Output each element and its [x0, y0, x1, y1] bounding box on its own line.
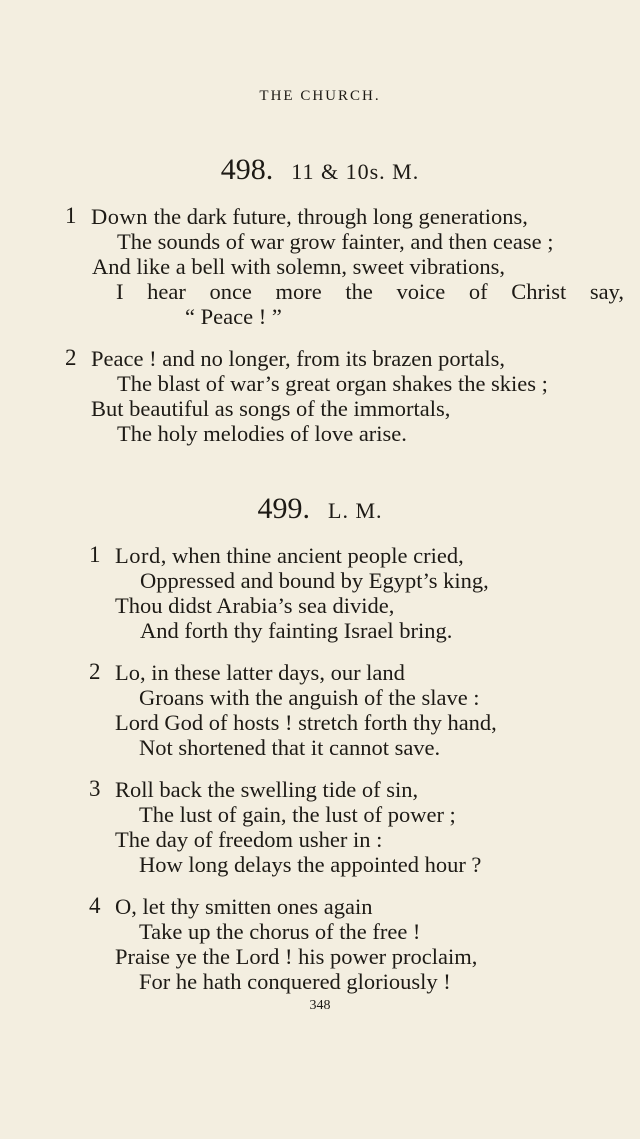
verse-line: Groans with the anguish of the slave :: [139, 685, 480, 710]
verse-number: 1: [65, 203, 77, 228]
verse-line: Lord, when thine ancient people cried,: [115, 543, 464, 568]
verse-number: 4: [89, 893, 101, 918]
verse-line: Lord God of hosts ! stretch forth thy hand,: [115, 710, 497, 735]
verse-line: Thou didst Arabia’s sea divide,: [115, 593, 395, 618]
small-caps-opening: Down: [91, 204, 148, 229]
verse-line: The holy melodies of love arise.: [117, 421, 407, 446]
verse-number: 3: [89, 776, 101, 801]
verse-line: The day of freedom usher in :: [115, 827, 383, 852]
verse-line: Down the dark future, through long generations,: [91, 204, 528, 229]
verse-line: The sounds of war grow fainter, and then cease ;: [117, 229, 554, 254]
verse-line: The lust of gain, the lust of power ;: [139, 802, 456, 827]
hymn-499-heading: [0, 492, 640, 526]
hymn-meter: 11 & 10s. M.: [291, 159, 420, 184]
small-caps-opening: Lord: [115, 543, 161, 568]
verse-line: Oppressed and bound by Egypt’s king,: [140, 568, 489, 593]
verse-line: And like a bell with solemn, sweet vibrations,: [92, 254, 506, 279]
verse-line: Take up the chorus of the free !: [139, 919, 421, 944]
hymn-498-heading: [0, 153, 640, 187]
verse-number: 2: [89, 659, 101, 684]
hymn-number: 499.: [257, 492, 310, 525]
verse-line: Not shortened that it cannot save.: [139, 735, 441, 760]
running-head: THE CHURCH.: [259, 88, 381, 104]
verse-line: O, let thy smitten ones again: [115, 894, 373, 919]
verse-line: And forth thy fainting Israel bring.: [140, 618, 453, 643]
verse-number: 2: [65, 345, 77, 370]
verse-line: How long delays the appointed hour ?: [139, 852, 482, 877]
verse-line-justified: I hear once more the voice of Christ say,: [116, 279, 624, 304]
verse-line: Praise ye the Lord ! his power proclaim,: [115, 944, 478, 969]
hymn-meter: L. M.: [328, 498, 383, 523]
hymn-number: 498.: [220, 153, 274, 186]
verse-line: For he hath conquered gloriously !: [139, 969, 451, 994]
page-number: 348: [309, 998, 331, 1013]
verse-line: Roll back the swelling tide of sin,: [115, 777, 419, 802]
verse-line: But beautiful as songs of the immortals,: [91, 396, 451, 421]
verse-line: Peace ! and no longer, from its brazen portals,: [91, 346, 505, 371]
verse-line: “ Peace ! ”: [185, 304, 282, 329]
verse-number: 1: [89, 542, 101, 567]
verse-line: The blast of war’s great organ shakes the skies ;: [117, 371, 548, 396]
verse-line: Lo, in these latter days, our land: [115, 660, 405, 685]
